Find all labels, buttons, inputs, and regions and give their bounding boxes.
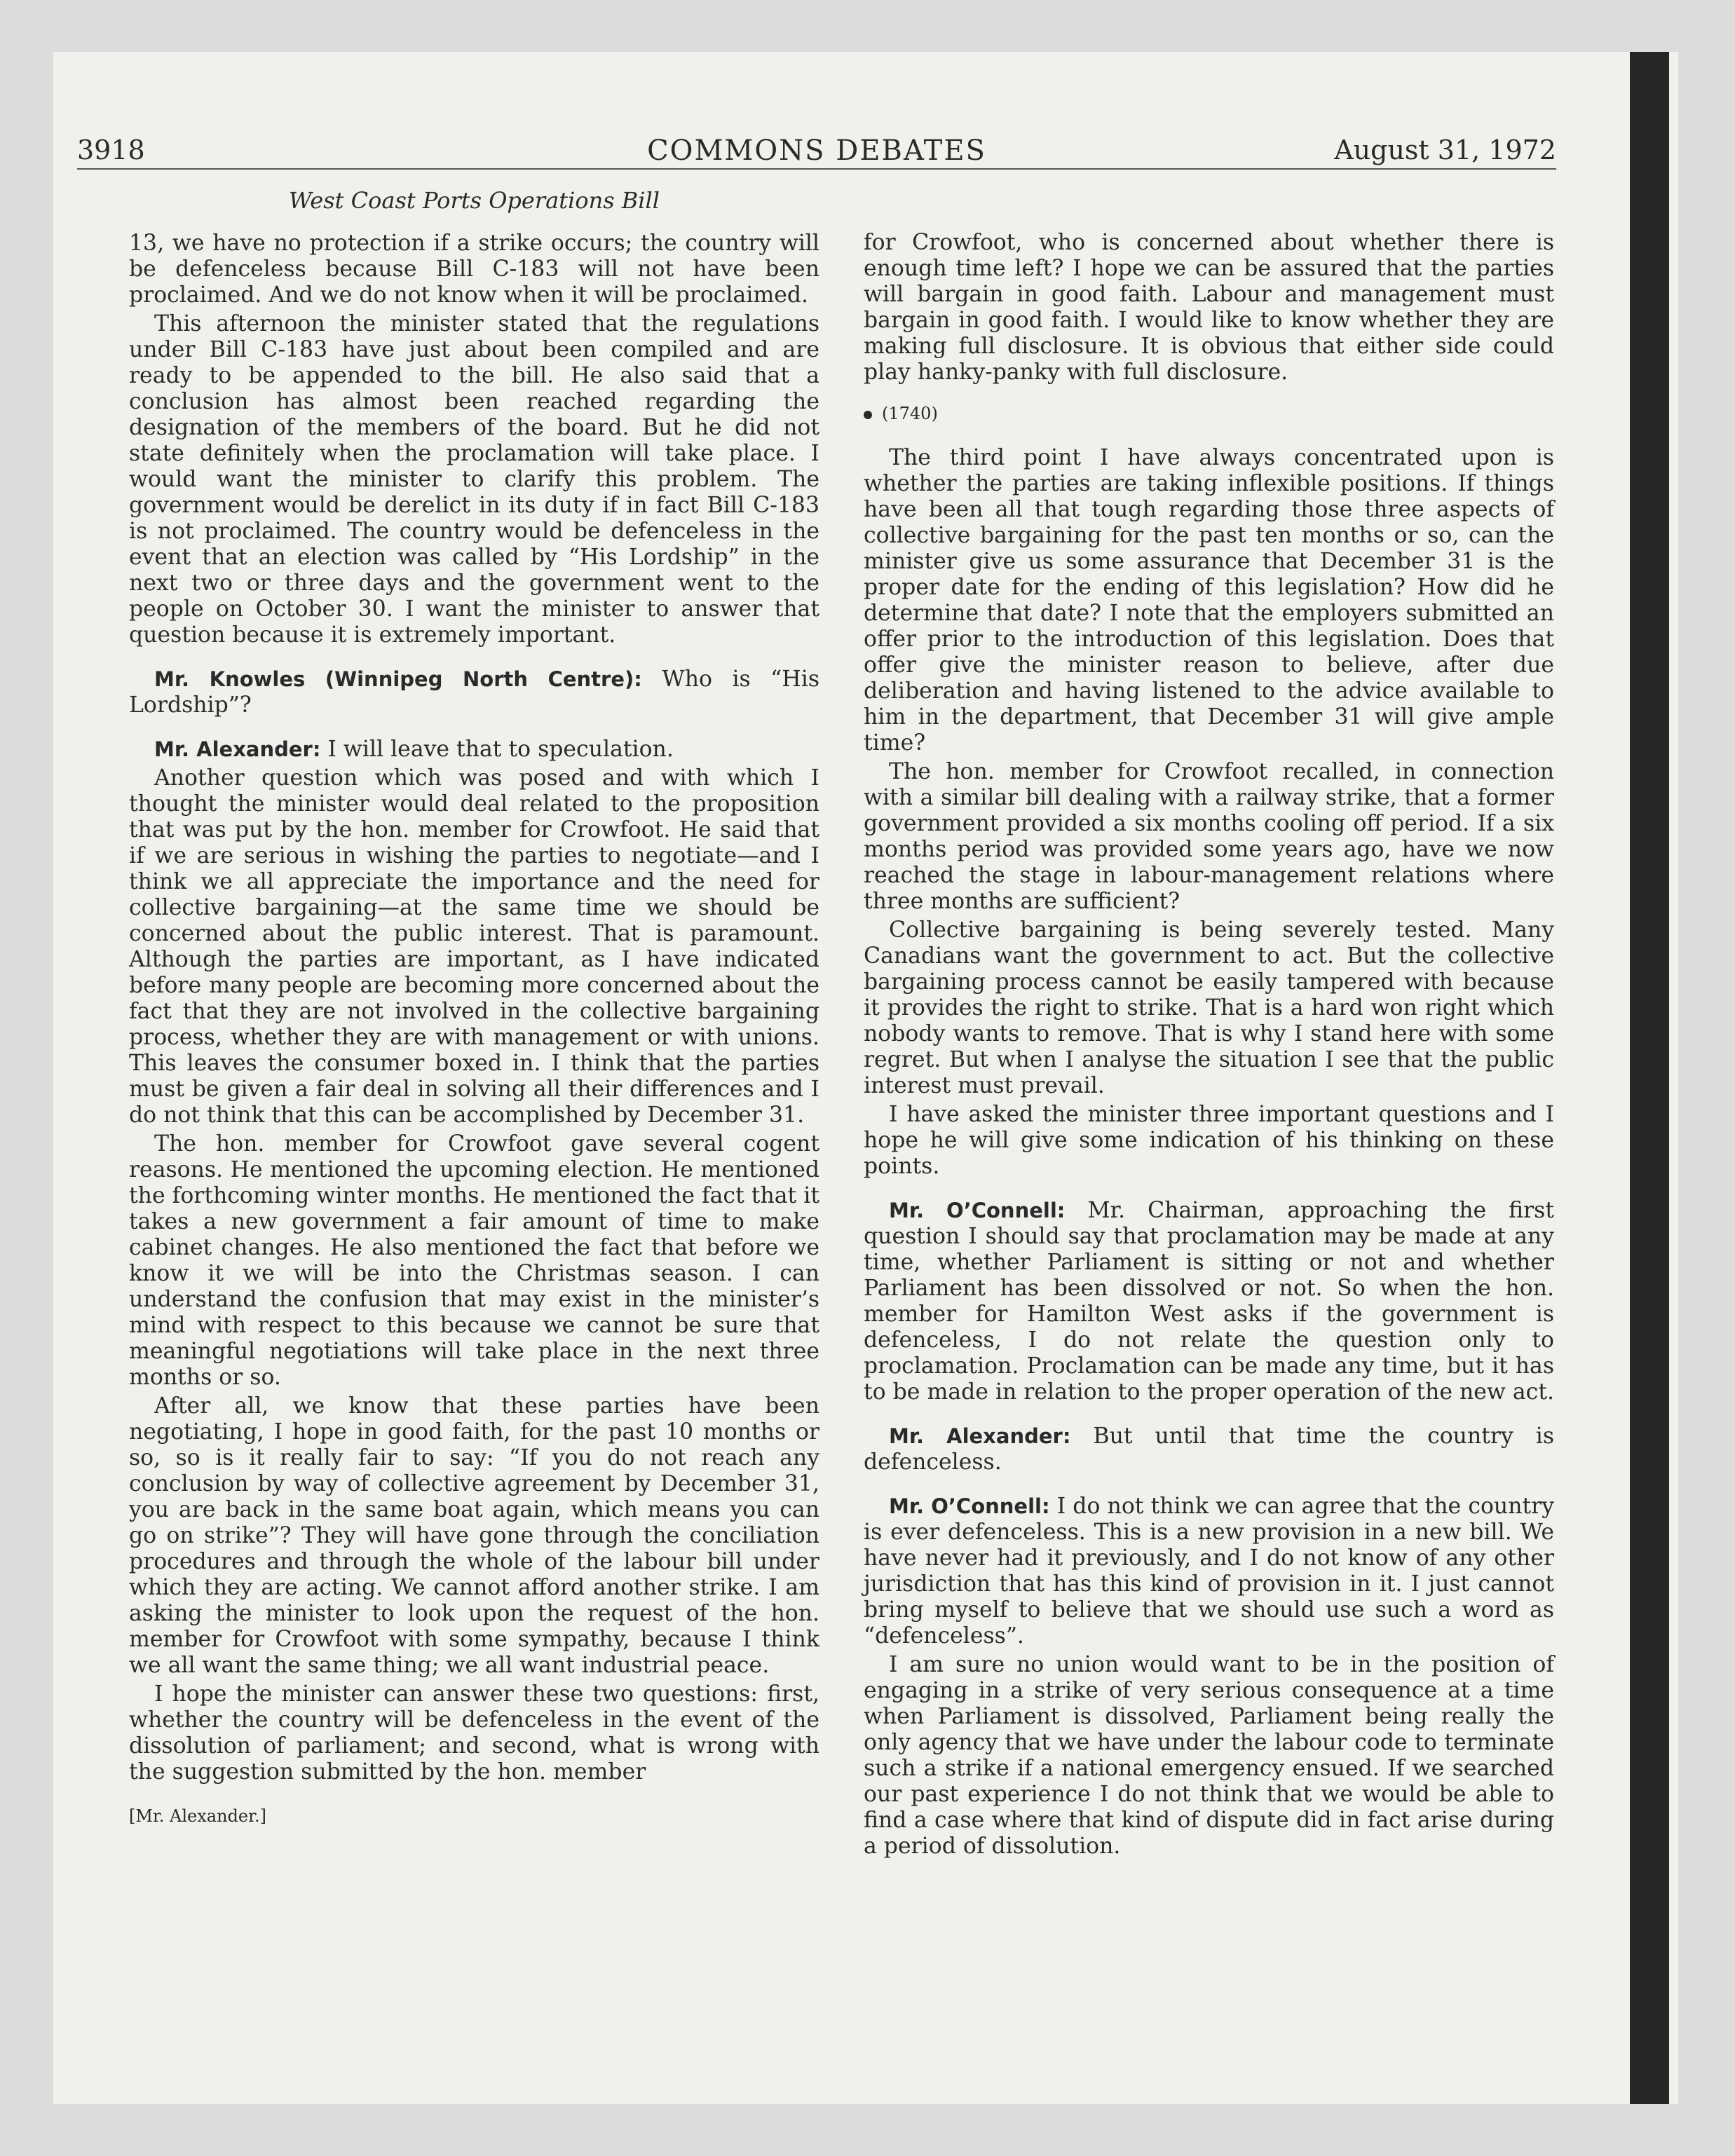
speaker-name: Mr. O’Connell:	[889, 1199, 1066, 1222]
paragraph	[129, 1681, 819, 1785]
running-head	[77, 84, 1556, 170]
publication-date: August 31, 1972	[1334, 135, 1556, 165]
speaker-attribution: [Mr. Alexander.]	[129, 1806, 266, 1826]
paragraph	[129, 1131, 819, 1391]
paragraph	[864, 1652, 1554, 1860]
speech-paragraph	[864, 1198, 1554, 1405]
speech-paragraph	[129, 737, 819, 763]
speech-paragraph	[864, 1494, 1554, 1649]
left-paragraphs	[129, 231, 819, 1785]
scan-edge	[1630, 52, 1669, 2104]
speaker-name: Mr. O’Connell:	[889, 1494, 1050, 1518]
paragraph	[129, 231, 819, 308]
paragraph-text: Another question which was posed and with which I thought the minister would deal related to the proposition that was put by the hon. member for Crowfoot. He said that if we are serious in wishing the parties to negotiate—and I think we all appreciate the importance and the need for collective bargaining—at the same time we should be concerned about the public interest. That is paramount. Although the parties are important, as I have indicated before many people are becoming more concerned about the fact that they are not involved in the collective bargaining process, whether they are with management or with unions. This leaves the consumer boxed in. I think that the parties must be given a fair deal in solving all their differences and I do not think that this can be accomplished by December 31.	[129, 765, 819, 1128]
paragraph	[864, 445, 1554, 756]
paragraph-text: Collective bargaining is being severely tested. Many Canadians want the government to act. But the collective bargaining process cannot be easily tampered with because it provides the right to strike. That is a hard won right which nobody wants to remove. That is why I stand here with some regret. But when I analyse the situation I see that the public interest must prevail.	[864, 917, 1554, 1098]
paragraph-text: I will leave that to speculation.	[327, 737, 674, 762]
paragraph	[129, 311, 819, 648]
paragraph-text: The third point I have always concentrated upon is whether the parties are taking inflexible positions. If things have been all that tough regarding those three aspects of collective bargaining for the past ten months or so, can the minister give us some assurance that December 31 is the proper date for the ending of this legislation? How did he determine that date? I note that the employers submitted an offer prior to the introduction of this legislation. Does that offer give the minister reason to believe, after due deliberation and having listened to the advice available to him in the department, that December 31 will give ample time?	[864, 445, 1554, 756]
speech-paragraph	[129, 667, 819, 718]
left-column	[129, 188, 819, 1829]
paragraph-text: I have asked the minister three important questions and I hope he will give some indication of his thinking on these points.	[864, 1102, 1554, 1179]
paragraph-text: 13, we have no protection if a strike occurs; the country will be defenceless because Bill C-183 will not have been proclaimed. And we do not know when it will be proclaimed.	[129, 231, 819, 308]
paragraph-text: After all, we know that these parties have been negotiating, I hope in good faith, for the past 10 months or so, so is it really fair to say: “If you do not reach any conclusion by way of collective agreement by December 31, you are back in the same boat again, which means you can go on strike”? They will have gone through the conciliation procedures and through the whole of the labour bill under which they are acting. We cannot afford another strike. I am asking the minister to look upon the request of the hon. member for Crowfoot with some sympathy, because I think we all want the same thing; we all want industrial peace.	[129, 1393, 819, 1678]
journal-title: COMMONS DEBATES	[647, 135, 986, 167]
page-number: 3918	[77, 135, 145, 165]
paragraph-text: The hon. member for Crowfoot recalled, in connection with a similar bill dealing with a railway strike, that a former government provided a six months cooling off period. If a six months period was provided some years ago, have we now reached the stage in labour-management relations where three months are sufficient?	[864, 759, 1554, 914]
paragraph-text: I hope the minister can answer these two questions: first, whether the country will be defenceless in the event of the dissolution of parliament; and second, what is wrong with the suggestion submitted by the hon. member	[129, 1681, 819, 1785]
paragraph	[129, 765, 819, 1128]
paragraph	[864, 917, 1554, 1099]
paragraph-text: for Crowfoot, who is concerned about whether there is enough time left? I hope we can be assured that the parties will bargain in good faith. Labour and management must bargain in good faith. I would like to know whether they are making full disclosure. It is obvious that either side could play hanky-panky with full disclosure.	[864, 230, 1554, 385]
paragraph	[864, 230, 1554, 386]
paragraph-text: Mr. Chairman, approaching the first question I should say that proclamation may be made at any time, whether Parliament is sitting or not and whether Parliament has been dissolved or not. So when the hon. member for Hamilton West asks if the government is defenceless, I do not relate the question only to proclamation. Proclamation can be made any time, but it has to be made in relation to the proper operation of the new act.	[864, 1198, 1555, 1405]
speaker-name: Mr. Knowles (Winnipeg North Centre):	[154, 667, 642, 691]
right-column	[864, 230, 1554, 1862]
paragraph-text: Who is “His Lordship”?	[129, 667, 819, 718]
timestamp-marker	[864, 401, 1554, 427]
speaker-name: Mr. Alexander:	[154, 737, 321, 761]
paragraph-text: But until that time the country is defenceless.	[864, 1424, 1555, 1475]
paragraph-text: I am sure no union would want to be in the position of engaging in a strike of very serious consequence at a time when Parliament is dissolved, Parliament being really the only agency that we have under the labour code to terminate such a strike if a national emergency ensued. If we searched our past experience I do not think that we would be able to find a case where that kind of dispute did in fact arise during a period of dissolution.	[864, 1652, 1554, 1859]
speech-paragraph	[864, 1424, 1554, 1475]
paragraph-text: This afternoon the minister stated that the regulations under Bill C-183 have just about been compiled and are ready to be appended to the bill. He also said that a conclusion has almost been reached regarding the designation of the members of the board. But he did not state definitely when the proclamation will take place. I would want the minister to clarify this problem. The government would be derelict in its duty if in fact Bill C-183 is not proclaimed. The country would be defenceless in the event that an election was called by “His Lordship” in the next two or three days and the government went to the people on October 30. I want the minister to answer that question because it is extremely important.	[129, 311, 819, 648]
right-top-paragraphs	[864, 230, 1554, 386]
section-title: West Coast Ports Operations Bill	[288, 187, 660, 214]
paragraph	[129, 1393, 819, 1679]
bullet-icon	[864, 411, 872, 419]
right-bottom-paragraphs	[864, 445, 1554, 1860]
paragraph	[864, 759, 1554, 915]
speaker-name: Mr. Alexander:	[889, 1424, 1071, 1448]
paragraph	[864, 1102, 1554, 1180]
timestamp-text: (1740)	[882, 404, 938, 423]
paragraph-text: The hon. member for Crowfoot gave several cogent reasons. He mentioned the upcoming election. He mentioned the forthcoming winter months. He mentioned the fact that it takes a new government a fair amount of time to make cabinet changes. He also mentioned the fact that before we know it we will be into the Christmas season. I can understand the confusion that may exist in the minister’s mind with respect to this because we cannot be sure that meaningful negotiations will take place in the next three months or so.	[129, 1131, 819, 1390]
paragraph-text: I do not think we can agree that the country is ever defenceless. This is a new provision in a new bill. We have never had it previously, and I do not know of any other jurisdiction that has this kind of provision in it. I just cannot bring myself to believe that we should use such a word as “defenceless”.	[864, 1494, 1555, 1649]
